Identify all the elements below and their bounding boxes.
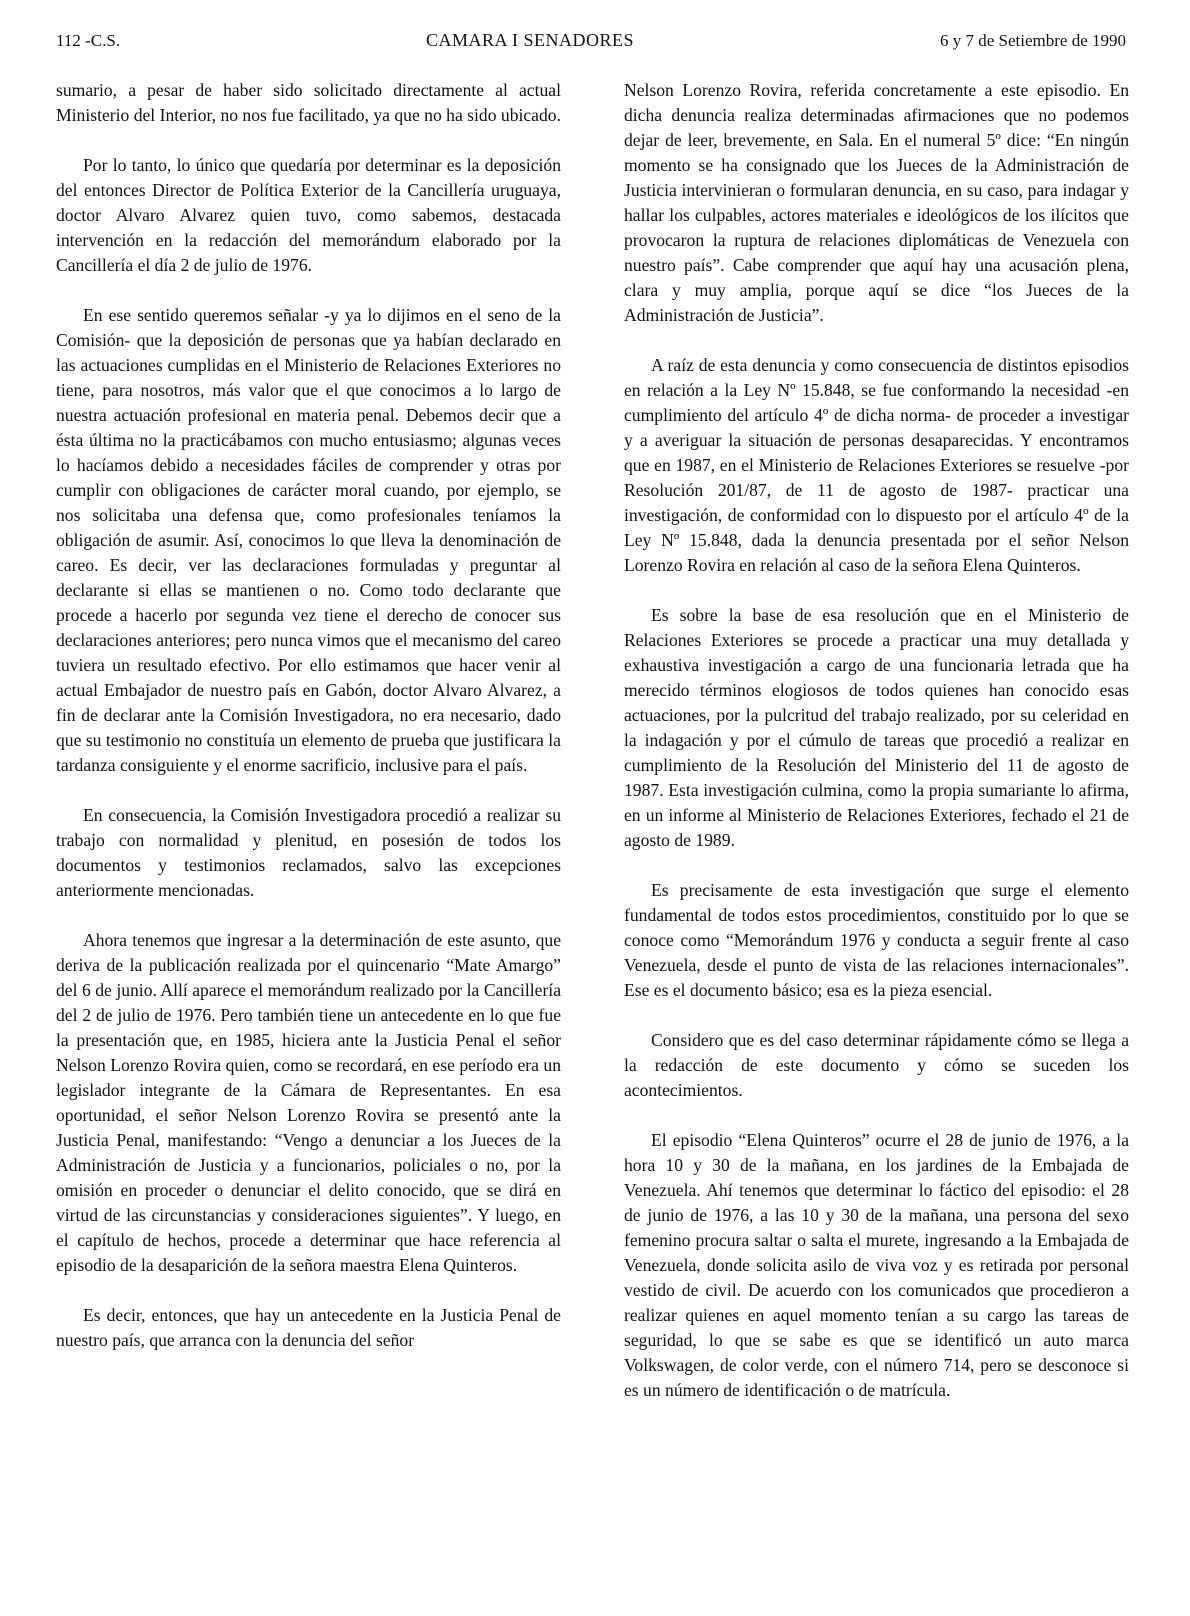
paragraph: Es sobre la base de esa resolución que en el Ministerio de Relaciones Exteriores se procede a practicar una muy detallada y exhaustiva investigación a cargo de una funcionaria letrada que ha merecido términos elogiosos de todos quienes han conocido esas actuaciones, por la pulcritud del trabajo realizado, por su celeridad en la indagación y por el cúmulo de tareas que procedió a realizar en cumplimiento de la Resolución del Ministerio del 11 de agosto de 1987. Esta investigación culmina, como la propia sumariante lo afirma, en un informe al Ministerio de Relaciones Exteriores, fechado el 21 de agosto de 1989.	[624, 605, 1129, 850]
paragraph: Considero que es del caso determinar rápidamente cómo se llega a la redacción de este documento y cómo se suceden los acontecimientos.	[624, 1030, 1129, 1100]
page-reference: 112 -C.S.	[56, 31, 121, 50]
paragraph: Es decir, entonces, que hay un antecedente en la Justicia Penal de nuestro país, que arranca con la denuncia del señor	[56, 1305, 561, 1350]
paragraph: En ese sentido queremos señalar -y ya lo dijimos en el seno de la Comisión- que la deposición de personas que ya habían declarado en las actuaciones cumplidas en el Ministerio de Relaciones Exteriores no tiene, para nosotros, más valor que el que conocimos a lo largo de nuestra actuación profesional en materia penal. Debemos decir que a ésta última no la practicábamos con mucho entusiasmo; algunas veces lo hacíamos debido a necesidades fáciles de comprender y otras por cumplir con obligaciones de carácter moral cuando, por ejemplo, se nos solicitaba una defensa que, como profesionales teníamos la obligación de asumir. Así, conocimos lo que lleva la denominación de careo. Es decir, ver las declaraciones formuladas y preguntar al declarante si ellas se mantienen o no. Como todo declarante que procede a hacerlo por segunda vez tiene el derecho de conocer sus declaraciones anteriores; pero nunca vimos que el mecanismo del careo tuviera un resultado efectivo. Por ello estimamos que hacer venir al actual Embajador de nuestro país en Gabón, doctor Alvaro Alvarez, a fin de declarar ante la Comisión Investigadora, no era necesario, dado que su testimonio no constituía un elemento de prueba que justificara la tardanza consiguiente y el enorme sacrificio, inclusive para el país.	[56, 305, 561, 775]
paragraph: El episodio “Elena Quinteros” ocurre el 28 de junio de 1976, a la hora 10 y 30 de la mañana, en los jardines de la Embajada de Venezuela. Ahí tenemos que determinar lo fáctico del episodio: el 28 de junio de 1976, a las 10 y 30 de la mañana, una persona del sexo femenino procura saltar o salta el murete, ingresando a la Embajada de Venezuela, donde solicita asilo de viva voz y es retirada por personal vestido de civil. De acuerdo con los comunicados que procedieron a realizar quienes en aquel momento tenían a su cargo las tareas de seguridad, lo que se sabe es que se identificó un auto marca Volkswagen, de color verde, con el número 714, pero se desconoce si es un número de identificación o de matrícula.	[624, 1130, 1129, 1400]
left-column	[56, 78, 561, 1378]
paragraph: sumario, a pesar de haber sido solicitado directamente al actual Ministerio del Interior, no nos fue facilitado, ya que no ha sido ubicado.	[56, 80, 561, 125]
paragraph: En consecuencia, la Comisión Investigadora procedió a realizar su trabajo con normalidad y plenitud, en posesión de todos los documentos y testimonios reclamados, salvo las excepciones anteriormente mencionadas.	[56, 805, 561, 900]
paragraph: Es precisamente de esta investigación que surge el elemento fundamental de todos estos procedimientos, constituido por lo que se conoce como “Memorándum 1976 y conducta a seguir frente al caso Venezuela, desde el punto de vista de las relaciones internacionales”. Ese es el documento básico; esa es la pieza esencial.	[624, 880, 1129, 1000]
session-date: 6 y 7 de Setiembre de 1990	[939, 31, 1126, 50]
right-column	[624, 78, 1129, 1428]
paragraph: Por lo tanto, lo único que quedaría por determinar es la deposición del entonces Director de Política Exterior de la Cancillería uruguaya, doctor Alvaro Alvarez quien tuvo, como sabemos, destacada intervención en la redacción del memorándum elaborado por la Cancillería el día 2 de julio de 1976.	[56, 155, 561, 275]
paragraph: A raíz de esta denuncia y como consecuencia de distintos episodios en relación a la Ley Nº 15.848, se fue conformando la necesidad -en cumplimiento del artículo 4º de dicha norma- de proceder a investigar y a averiguar la situación de personas desaparecidas. Y encontramos que en 1987, en el Ministerio de Relaciones Exteriores se resuelve -por Resolución 201/87, de 11 de agosto de 1987- practicar una investigación, de conformidad con lo dispuesto por el artículo 4º de la Ley Nº 15.848, dada la denuncia presentada por el señor Nelson Lorenzo Rovira en relación al caso de la señora Elena Quinteros.	[624, 355, 1129, 575]
page-header	[56, 30, 1126, 58]
chamber-title: CAMARA I SENADORES	[426, 30, 635, 50]
paragraph: Ahora tenemos que ingresar a la determinación de este asunto, que deriva de la publicación realizada por el quincenario “Mate Amargo” del 6 de junio. Allí aparece el memorándum realizado por la Cancillería del 2 de julio de 1976. Pero también tiene un antecedente en lo que fue la presentación que, en 1985, hiciera ante la Justicia Penal el señor Nelson Lorenzo Rovira quien, como se recordará, en ese período era un legislador integrante de la Cámara de Representantes. En esa oportunidad, el señor Nelson Lorenzo Rovira se presentó ante la Justicia Penal, manifestando: “Vengo a denunciar a los Jueces de la Administración de Justicia y a funcionarios, policiales o no, por la omisión en proceder o denunciar el delito conocido, que se dirá en virtud de las circunstancias y consideraciones siguientes”. Y luego, en el capítulo de hechos, procede a determinar que hace referencia al episodio de la desaparición de la señora maestra Elena Quinteros.	[56, 930, 561, 1275]
paragraph: Nelson Lorenzo Rovira, referida concretamente a este episodio. En dicha denuncia realiza determinadas afirmaciones que no podemos dejar de leer, brevemente, en Sala. En el numeral 5º dice: “En ningún momento se ha consignado que los Jueces de la Administración de Justicia intervinieran o formularan denuncia, en su caso, para indagar y hallar los culpables, actores materiales e ideológicos de los ilícitos que provocaron la ruptura de relaciones diplomáticas de Venezuela con nuestro país”. Cabe comprender que aquí hay una acusación plena, clara y muy amplia, porque aquí se dice “los Jueces de la Administración de Justicia”.	[624, 80, 1129, 325]
